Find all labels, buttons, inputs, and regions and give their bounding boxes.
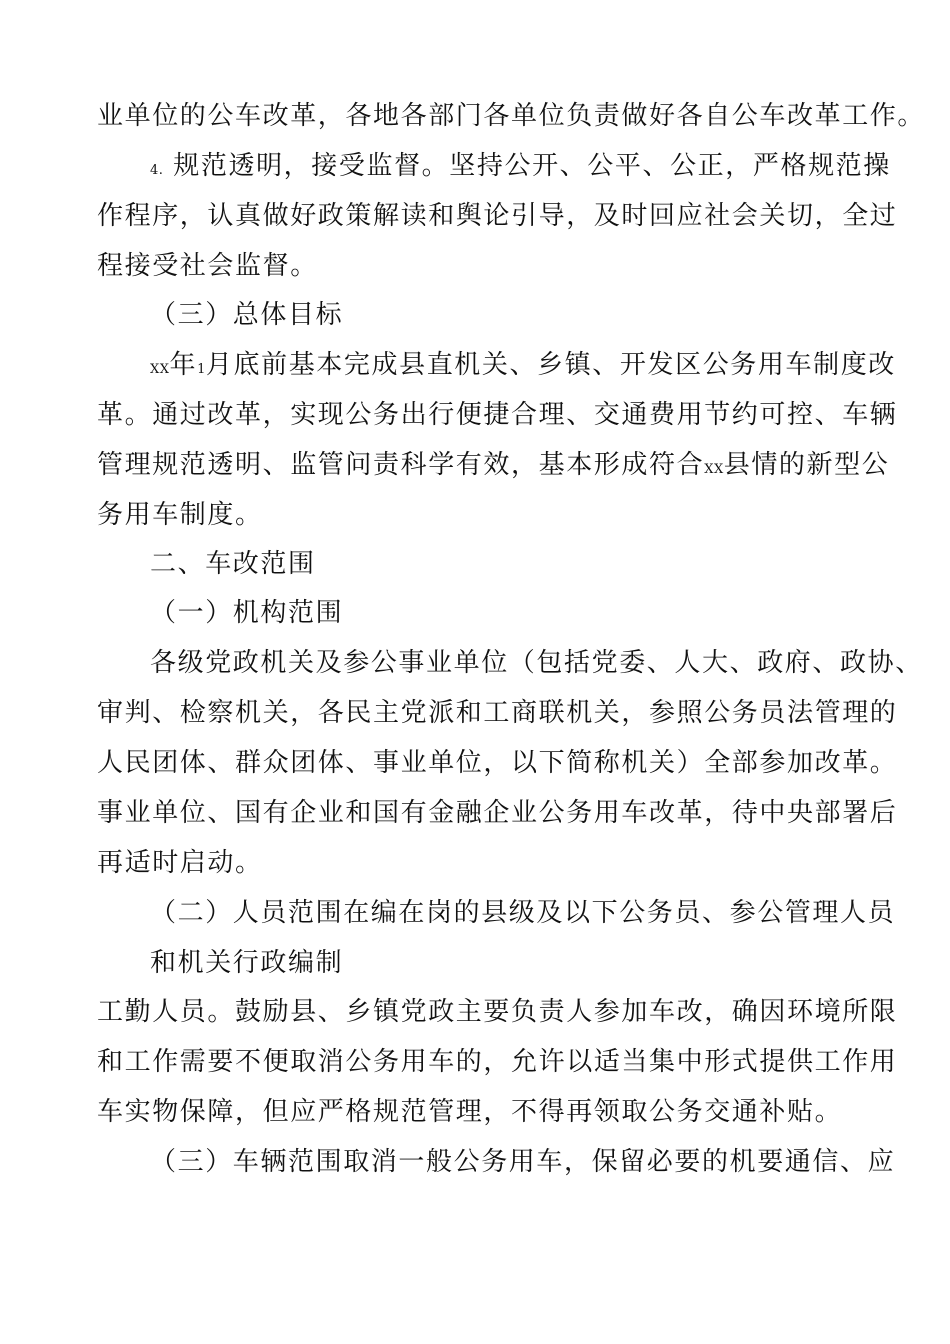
text-line-13: [97, 698, 897, 728]
line-text: 和机关行政编制: [150, 948, 344, 978]
month-number: 1: [197, 362, 206, 377]
text-line-17: [150, 898, 895, 928]
line-text: 务用车制度。: [97, 500, 263, 530]
text-line-3: [97, 201, 897, 231]
line-text: 县情的新型公: [723, 450, 890, 480]
heading-text: （一）机构范围: [150, 598, 344, 628]
section-heading-overall-goal: [150, 300, 343, 330]
line-text: 月底前基本完成县直机关、乡镇、开发区公务用车制度改: [205, 350, 896, 380]
heading-text: 二、车改范围: [150, 549, 316, 579]
line-text: 革。通过改革，实现公务出行便捷合理、交通费用节约可控、车辆: [97, 400, 898, 430]
item-number: 4.: [150, 163, 164, 178]
line-text: 人民团体、群众团体、事业单位，以下简称机关）全部参加改革。: [97, 748, 898, 778]
text-line-16: [97, 848, 263, 878]
line-text: 规范透明，接受监督。坚持公开、公平、公正，严格规范操: [173, 151, 891, 181]
line-text: 车实物保障，但应严格规范管理，不得再领取公务交通补贴。: [97, 1097, 843, 1127]
text-line-9: [97, 500, 263, 530]
year-placeholder: XX: [150, 362, 170, 377]
text-line-14: [97, 748, 897, 778]
line-text: （二）人员范围在编在岗的县级及以下公务员、参公管理人员: [150, 898, 896, 928]
line-text: 管理规范透明、监管问责科学有效，基本形成符合: [97, 450, 705, 480]
line-text: 和工作需要不便取消公务用车的，允许以适当集中形式提供工作用: [97, 1047, 898, 1077]
text-line-7: [97, 400, 897, 430]
text-line-20: [97, 1047, 897, 1077]
text-line-18: [150, 948, 343, 978]
text-line-15: [97, 798, 897, 828]
line-text: 各级党政机关及参公事业单位（包括党委、人大、政府、政协、: [150, 648, 923, 678]
line-text: 程接受社会监督。: [97, 251, 318, 281]
section-heading-institution-scope: [150, 598, 343, 628]
text-line-12: [150, 648, 923, 678]
heading-text: （三）总体目标: [150, 300, 344, 330]
line-text: 事业单位、国有企业和国有金融企业公务用车改革，待中央部署后: [97, 798, 898, 828]
text-line-1: [97, 101, 925, 131]
text-line-8: [97, 450, 889, 485]
line-text: （三）车辆范围取消一般公务用车，保留必要的机要通信、应: [150, 1147, 896, 1177]
line-text: 年: [169, 350, 198, 380]
text-line-22: [150, 1147, 895, 1177]
line-text: 工勤人员。鼓励县、乡镇党政主要负责人参加车改，确因环境所限: [97, 997, 898, 1027]
text-line-21: [97, 1097, 842, 1127]
section-heading-scope: [150, 549, 316, 579]
line-text: 审判、检察机关，各民主党派和工商联机关，参照公务员法管理的: [97, 698, 898, 728]
text-line-2: [150, 151, 891, 186]
line-text: 作程序，认真做好政策解读和舆论引导，及时回应社会关切，全过: [97, 201, 898, 231]
text-line-6: [150, 350, 896, 385]
line-text: 再适时启动。: [97, 848, 263, 878]
line-text: 业单位的公车改革，各地各部门各单位负责做好各自公车改革工作。: [97, 101, 926, 131]
text-line-19: [97, 997, 897, 1027]
text-line-4: [97, 251, 318, 281]
county-placeholder: XX: [704, 462, 724, 477]
